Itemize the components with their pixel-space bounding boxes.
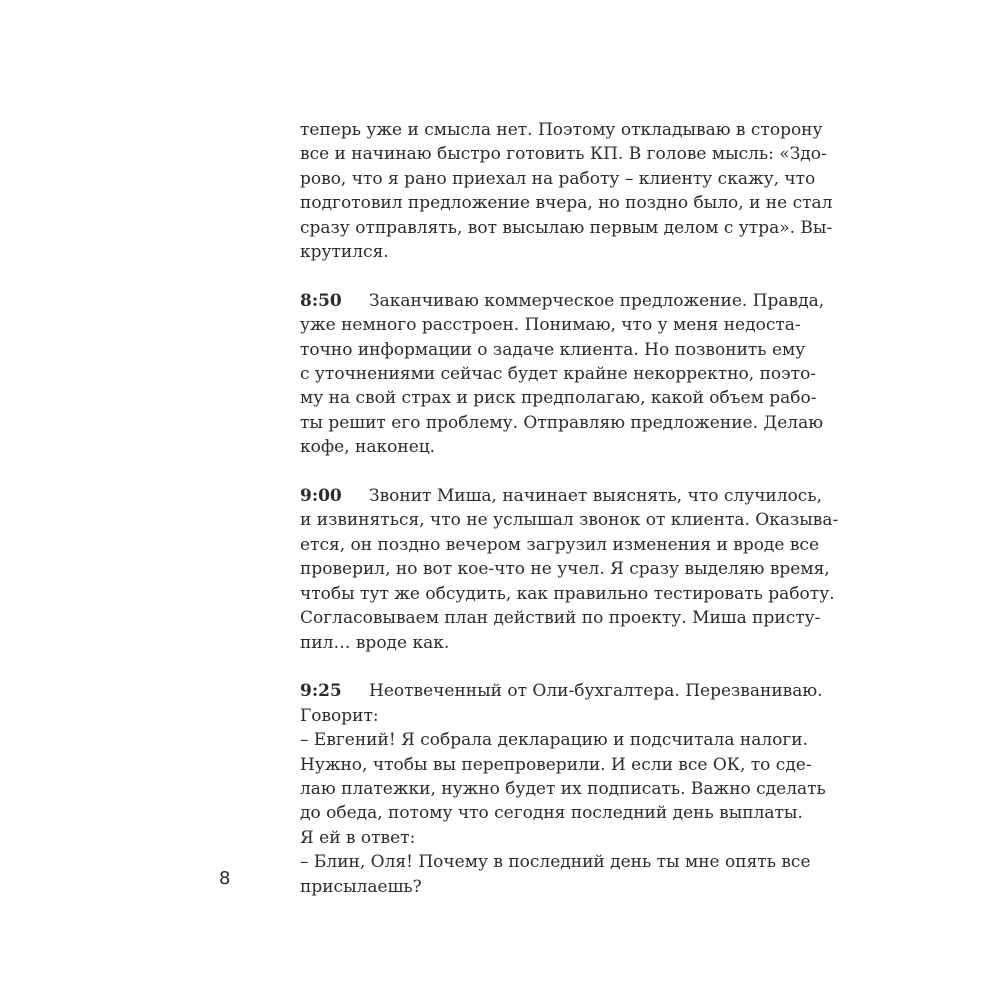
text-line: Я ей в ответ: xyxy=(300,827,416,848)
text-line: крутился. xyxy=(300,242,389,263)
text-line: Заканчиваю коммерческое предложение. Правда, xyxy=(369,290,825,311)
text-line: с уточнениями сейчас будет крайне некорректно, поэто- xyxy=(300,364,817,385)
time-stamp: 8:50 xyxy=(300,290,342,311)
text-line: сразу отправлять, вот высылаю первым делом с утра». Вы- xyxy=(300,217,833,238)
text-line: – Блин, Оля! Почему в последний день ты мне опять все xyxy=(300,852,811,873)
text-line: рово, что я рано приехал на работу – клиенту скажу, что xyxy=(300,168,816,189)
text-line: все и начинаю быстро готовить КП. В голове мысль: «Здо- xyxy=(300,144,827,165)
page-text xyxy=(300,118,839,899)
text-line: и извиняться, что не услышал звонок от клиента. Оказыва- xyxy=(300,510,839,531)
text-line: чтобы тут же обсудить, как правильно тестировать работу. xyxy=(300,583,835,604)
text-line: Согласовываем план действий по проекту. Миша присту- xyxy=(300,608,821,629)
text-line: Звонит Миша, начинает выяснять, что случилось, xyxy=(369,486,822,507)
text-line: Нужно, чтобы вы перепроверили. И если все ОК, то сде- xyxy=(300,754,812,775)
text-line: му на свой страх и риск предполагаю, какой объем рабо- xyxy=(300,388,817,409)
text-line: лаю платежки, нужно будет их подписать. Важно сделать xyxy=(300,778,826,799)
text-line: кофе, наконец. xyxy=(300,437,436,458)
text-line: Неотвеченный от Оли-бухгалтера. Перезваниваю. xyxy=(369,681,823,702)
text-line: присылаешь? xyxy=(300,876,422,897)
page-number: 8 xyxy=(219,868,231,889)
text-line: пил… вроде как. xyxy=(300,632,450,653)
text-line: точно информации о задаче клиента. Но позвонить ему xyxy=(300,339,806,360)
entry-first-line xyxy=(300,289,825,313)
text-line: проверил, но вот кое-что не учел. Я сразу выделяю время, xyxy=(300,559,830,580)
text-line: – Евгений! Я собрала декларацию и подсчитала налоги. xyxy=(300,730,809,751)
text-line: теперь уже и смысла нет. Поэтому откладываю в сторону xyxy=(300,120,823,140)
entry-first-line xyxy=(300,679,823,703)
text-line: Говорит: xyxy=(300,705,379,726)
text-line: ется, он поздно вечером загрузил изменения и вроде все xyxy=(300,534,820,555)
time-stamp: 9:25 xyxy=(300,681,342,702)
time-stamp: 9:00 xyxy=(300,486,342,507)
entry-first-line xyxy=(300,484,822,508)
text-line: до обеда, потому что сегодня последний день выплаты. xyxy=(300,803,803,824)
text-line: подготовил предложение вчера, но поздно было, и не стал xyxy=(300,193,833,214)
text-line: ты решит его проблему. Отправляю предложение. Делаю xyxy=(300,412,824,433)
text-line: уже немного расстроен. Понимаю, что у меня недоста- xyxy=(300,315,801,336)
